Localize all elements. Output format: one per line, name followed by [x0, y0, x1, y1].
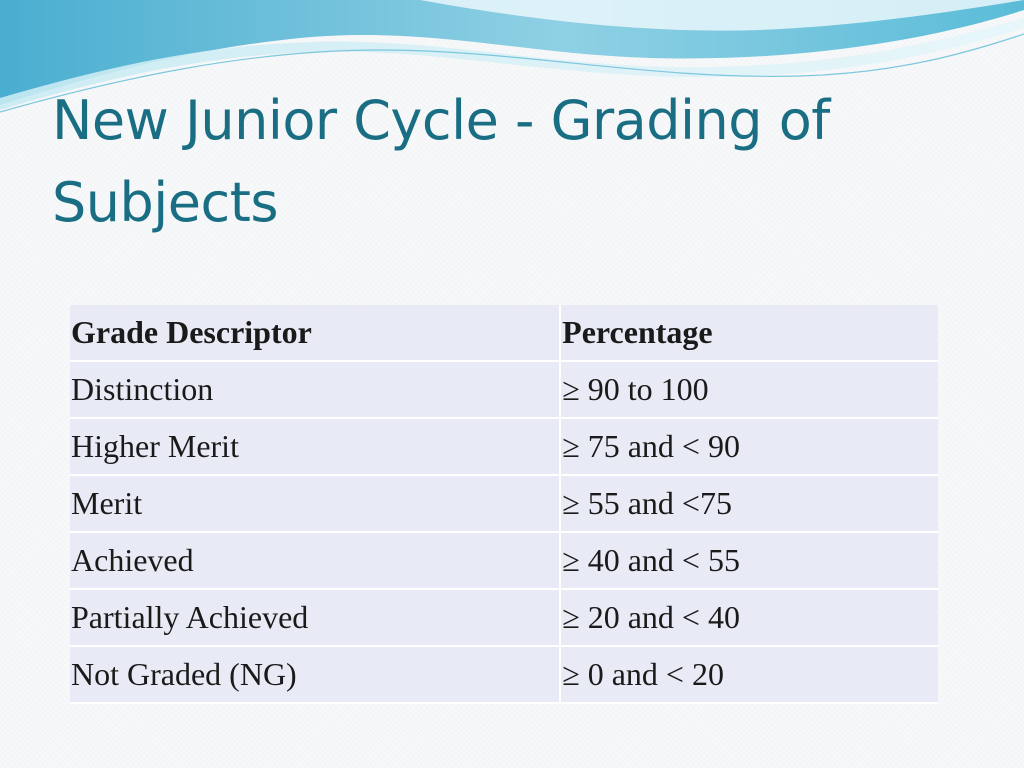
- table-row: [70, 647, 938, 704]
- grade-descriptor-cell: Not Graded (NG): [70, 647, 561, 704]
- header-grade-descriptor: Grade Descriptor: [70, 305, 561, 362]
- percentage-cell: ≥ 40 and < 55: [561, 533, 938, 590]
- table-row: [70, 590, 938, 647]
- percentage-cell: ≥ 55 and <75: [561, 476, 938, 533]
- percentage-cell: ≥ 75 and < 90: [561, 419, 938, 476]
- percentage-cell: ≥ 0 and < 20: [561, 647, 938, 704]
- grade-descriptor-cell: Achieved: [70, 533, 561, 590]
- table-row: [70, 419, 938, 476]
- table-row: [70, 476, 938, 533]
- grade-descriptor-cell: Higher Merit: [70, 419, 561, 476]
- grading-table: [70, 305, 938, 704]
- percentage-cell: ≥ 20 and < 40: [561, 590, 938, 647]
- grade-descriptor-cell: Distinction: [70, 362, 561, 419]
- page-title: New Junior Cycle - Grading of Subjects: [52, 89, 830, 234]
- table-row: [70, 362, 938, 419]
- grade-descriptor-cell: Merit: [70, 476, 561, 533]
- table-row: [70, 533, 938, 590]
- grade-descriptor-cell: Partially Achieved: [70, 590, 561, 647]
- table-header-row: [70, 305, 938, 362]
- percentage-cell: ≥ 90 to 100: [561, 362, 938, 419]
- header-percentage: Percentage: [561, 305, 938, 362]
